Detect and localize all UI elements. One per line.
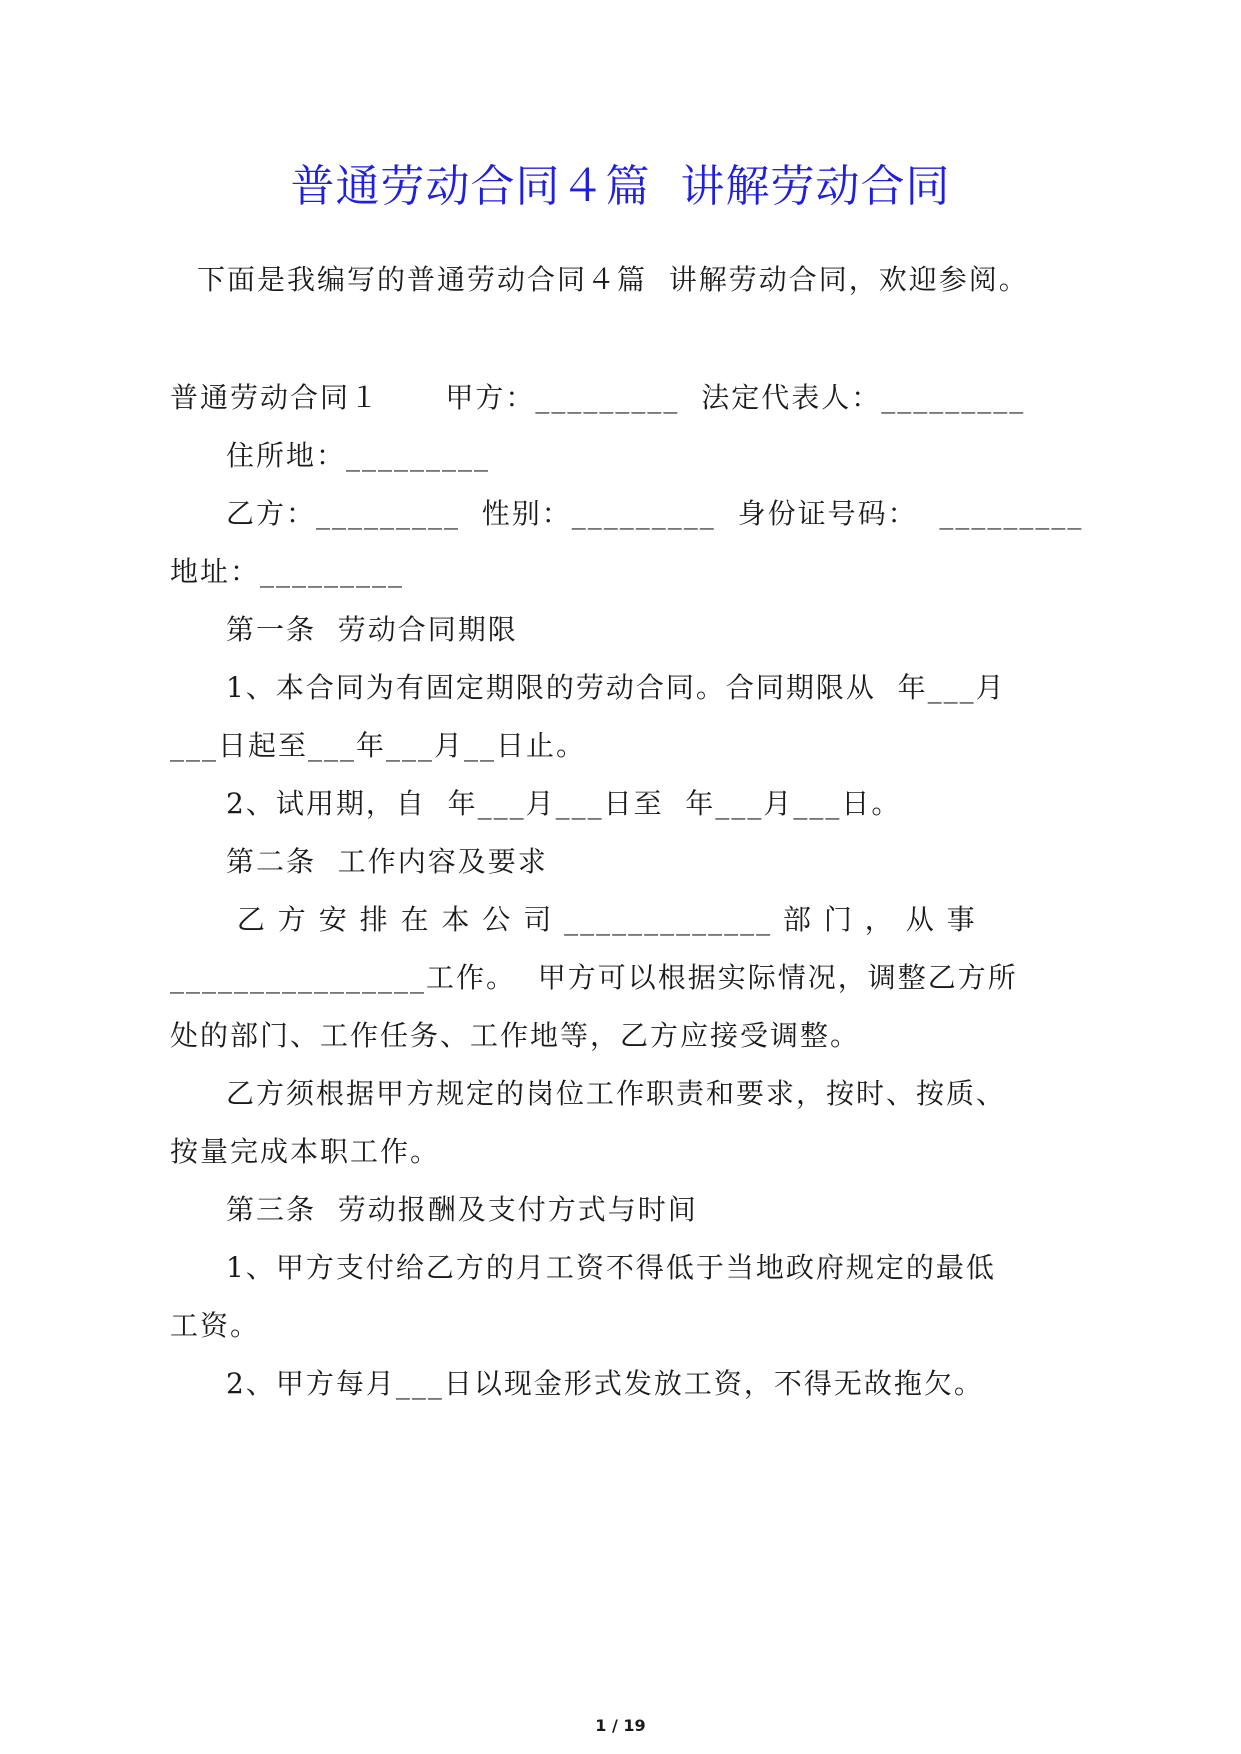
article-3-clause-1: 1、甲方支付给乙方的月工资不得低于当地政府规定的最低 xyxy=(226,1251,996,1284)
intro-paragraph: 下面是我编写的普通劳动合同４篇 讲解劳动合同，欢迎参阅。 xyxy=(197,263,1029,296)
page-number: 1 / 19 xyxy=(595,1716,646,1735)
article-2-para-2-cont: 按量完成本职工作。 xyxy=(170,1135,441,1168)
article-3-clause-1-cont: 工资。 xyxy=(170,1309,261,1342)
document-title: 普通劳动合同４篇 讲解劳动合同 xyxy=(290,161,951,212)
article-2-para-1-cont: ________________工作。 甲方可以根据实际情况，调整乙方所 xyxy=(170,961,1018,994)
article-1-clause-2: 2、试用期，自 年___月___日至 年___月___日。 xyxy=(226,787,902,820)
article-2-para-2: 乙方须根据甲方规定的岗位工作职责和要求，按时、按质、 xyxy=(226,1077,1007,1110)
article-1-clause-1-cont: ___日起至___年___月__日止。 xyxy=(170,729,587,762)
party-b-info: 乙方：_________ 性别：_________ 身份证号码： _________ xyxy=(226,497,1084,530)
article-2-para-1: 乙 方 安 排 在 本 公 司 _____________ 部 门 ， 从 事 xyxy=(226,903,977,936)
party-b-address: 地址：_________ xyxy=(170,555,405,588)
article-2-para-1-end: 处的部门、工作任务、工作地等，乙方应接受调整。 xyxy=(170,1019,861,1052)
article-1-clause-1: 1、本合同为有固定期限的劳动合同。合同期限从 年___月 xyxy=(226,671,1006,704)
article-3-heading: 第三条 劳动报酬及支付方式与时间 xyxy=(226,1193,698,1226)
article-1-heading: 第一条 劳动合同期限 xyxy=(226,613,518,646)
party-a-address: 住所地：_________ xyxy=(226,439,491,472)
article-3-clause-2: 2、甲方每月___日以现金形式发放工资，不得无故拖欠。 xyxy=(226,1367,984,1400)
article-2-heading: 第二条 工作内容及要求 xyxy=(226,845,548,878)
contract-heading-party-a: 普通劳动合同１ 甲方：_________ 法定代表人：_________ xyxy=(170,381,1026,414)
